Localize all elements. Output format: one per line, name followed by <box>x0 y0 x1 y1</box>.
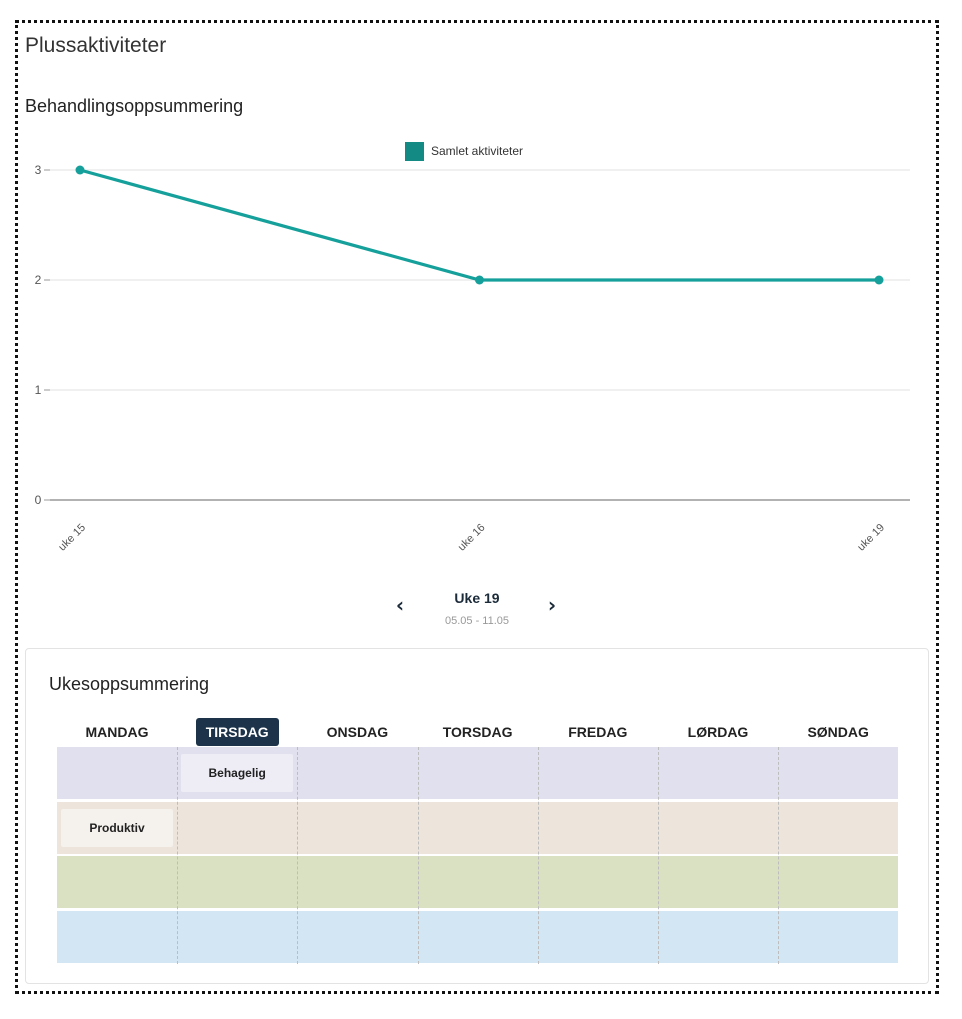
activity-tag[interactable]: Behagelig <box>181 754 293 792</box>
day-header-7 <box>778 717 898 747</box>
day-divider <box>297 747 298 964</box>
day-header-2 <box>177 717 297 747</box>
weekly-grid <box>57 747 898 964</box>
mood-band-3 <box>57 856 898 908</box>
day-tab[interactable]: FREDAG <box>568 724 628 740</box>
day-divider <box>658 747 659 964</box>
day-tab[interactable]: TORSDAG <box>442 724 513 740</box>
x-tick-label: uke 16 <box>455 521 488 554</box>
data-point <box>875 276 884 285</box>
mood-band-2 <box>57 802 898 854</box>
y-tick-label: 1 <box>34 383 42 397</box>
x-tick-label: uke 15 <box>56 521 89 554</box>
day-divider <box>778 747 779 964</box>
y-tick-label: 2 <box>34 273 42 287</box>
day-tab[interactable]: MANDAG <box>85 724 149 740</box>
day-divider <box>418 747 419 964</box>
day-divider <box>538 747 539 964</box>
data-point <box>76 166 85 175</box>
y-tick-label: 3 <box>34 163 42 177</box>
week-label: Uke 19 <box>454 590 500 606</box>
day-header-3 <box>297 717 417 747</box>
data-point <box>475 276 484 285</box>
chevron-left-icon[interactable]: ‹ <box>395 593 405 617</box>
mood-band-4 <box>57 911 898 963</box>
day-tab-active[interactable]: TIRSDAG <box>196 718 279 746</box>
day-header-6 <box>658 717 778 747</box>
page-title: Plussaktiviteter <box>25 34 167 57</box>
legend-swatch <box>405 142 424 161</box>
series-line <box>80 170 879 280</box>
day-divider <box>177 747 178 964</box>
activity-line-chart <box>0 130 962 580</box>
chevron-right-icon[interactable]: › <box>547 593 557 617</box>
week-date-range: 05.05 - 11.05 <box>444 615 509 627</box>
day-tab[interactable]: SØNDAG <box>807 724 869 740</box>
activity-tag[interactable]: Produktiv <box>61 809 173 847</box>
day-header-1 <box>57 717 177 747</box>
day-tab[interactable]: ONSDAG <box>326 724 389 740</box>
x-tick-label: uke 19 <box>855 521 888 554</box>
legend-label: Samlet aktiviteter <box>431 144 524 158</box>
summary-title: Behandlingsoppsummering <box>25 96 244 116</box>
day-header-5 <box>538 717 658 747</box>
day-tab[interactable]: LØRDAG <box>687 724 749 740</box>
week-navigator <box>380 585 580 635</box>
y-tick-label: 0 <box>34 493 42 507</box>
day-header-4 <box>418 717 538 747</box>
weekly-summary-title: Ukesoppsummering <box>49 674 210 694</box>
weekly-summary-card <box>25 648 929 984</box>
